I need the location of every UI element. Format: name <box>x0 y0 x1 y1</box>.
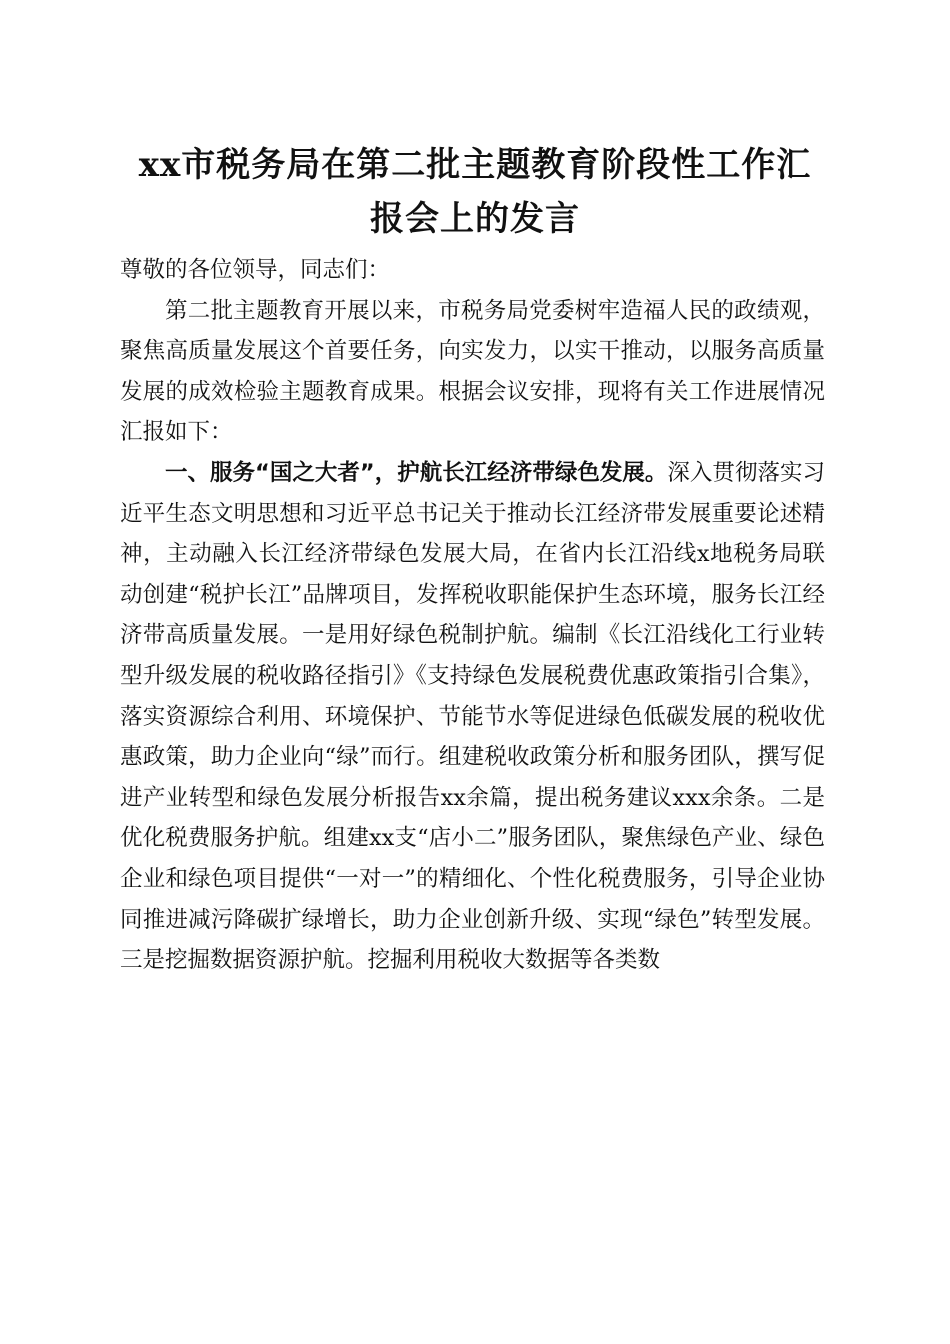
title-line-1: xx市税务局在第二批主题教育阶段性工作汇 <box>138 145 812 185</box>
section-1-body: 深入贯彻落实习近平生态文明思想和习近平总书记关于推动长江经济带发展重要论述精神，主动融入长江经济带绿色发展大局，在省内长江沿线x地税务局联动创建“税护长江”品牌项目，发挥税收职能保护生态环境，服务长江经济带高质量发展。一是用好绿色税制护航。编制《长江沿线化工行业转型升级发展的税收路径指引》《支持绿色发展税费优惠政策指引合集》，落实资源综合利用、环境保护、节能节水等促进绿色低碳发展的税收优惠政策，助力企业向“绿”而行。组建税收政策分析和服务团队，撰写促进产业转型和绿色发展分析报告xx余篇，提出税务建议xxx余条。二是优化税费服务护航。组建xx支“店小二”服务团队，聚焦绿色产业、绿色企业和绿色项目提供“一对一”的精细化、个性化税费服务，引导企业协同推进减污降碳扩绿增长，助力企业创新升级、实现“绿色”转型发展。三是挖掘数据资源护航。挖掘利用税收大数据等各类数 <box>120 459 825 974</box>
document-title <box>110 138 840 246</box>
title-line-2: 报会上的发言 <box>370 199 580 239</box>
section-1-paragraph <box>120 453 825 981</box>
section-1-heading: 一、服务“国之大者”，护航长江经济带绿色发展。 <box>165 459 668 486</box>
document-body <box>120 250 825 981</box>
intro-paragraph: 第二批主题教育开展以来，市税务局党委树牢造福人民的政绩观，聚焦高质量发展这个首要任务，向实发力，以实干推动，以服务高质量发展的成效检验主题教育成果。根据会议安排，现将有关工作进展情况汇报如下： <box>120 297 825 446</box>
greeting: 尊敬的各位领导，同志们： <box>120 257 391 283</box>
